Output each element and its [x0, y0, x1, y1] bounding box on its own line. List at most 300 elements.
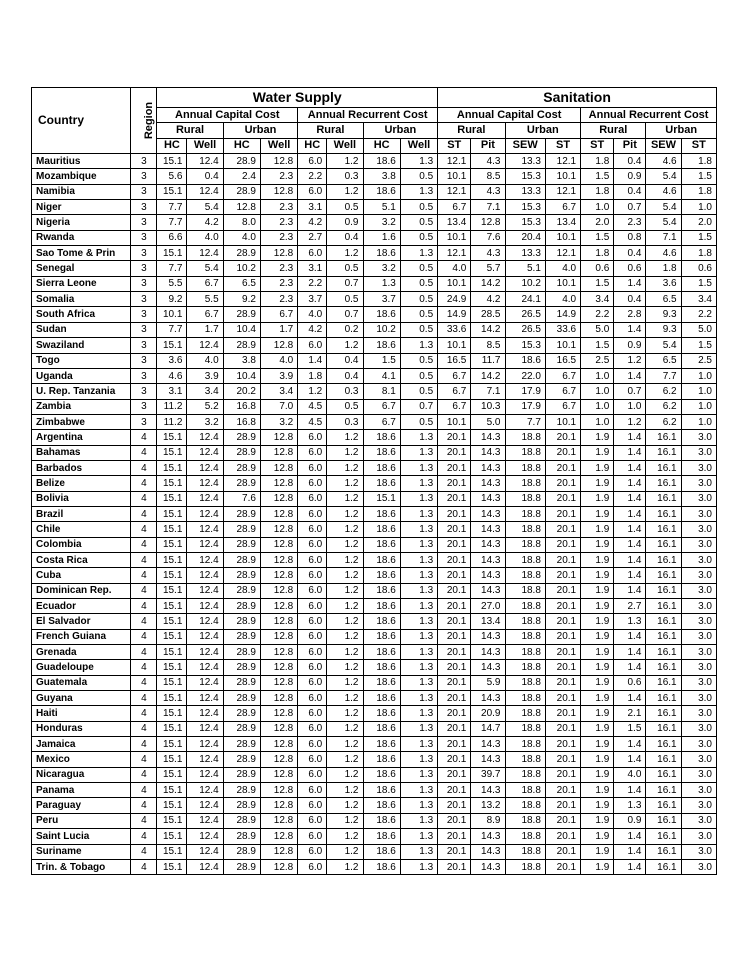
value-cell: 6.0: [298, 506, 327, 521]
value-cell: 20.1: [438, 675, 471, 690]
value-cell: 3.0: [681, 783, 716, 798]
region-cell: 3: [131, 338, 157, 353]
value-cell: 12.4: [187, 859, 223, 874]
value-cell: 0.5: [327, 261, 363, 276]
value-cell: 1.0: [681, 368, 716, 383]
value-cell: 12.8: [260, 783, 297, 798]
region-cell: 4: [131, 737, 157, 752]
value-cell: 15.1: [157, 767, 187, 782]
value-cell: 13.4: [471, 614, 505, 629]
value-cell: 18.6: [363, 645, 400, 660]
table-row: [32, 522, 717, 537]
value-cell: 33.6: [545, 322, 580, 337]
value-cell: 15.1: [157, 813, 187, 828]
value-cell: 5.5: [157, 276, 187, 291]
value-cell: 10.1: [438, 276, 471, 291]
value-cell: 12.8: [260, 522, 297, 537]
value-cell: 3.0: [681, 445, 716, 460]
country-cell: Nigeria: [32, 215, 131, 230]
value-cell: 20.1: [545, 645, 580, 660]
value-cell: 18.6: [363, 476, 400, 491]
value-cell: 2.7: [614, 599, 646, 614]
value-cell: 1.3: [400, 721, 437, 736]
value-cell: 4.5: [298, 399, 327, 414]
value-cell: 9.3: [646, 322, 681, 337]
value-cell: 18.6: [363, 614, 400, 629]
value-cell: 15.1: [157, 859, 187, 874]
value-cell: 3.9: [187, 368, 223, 383]
country-cell: Ecuador: [32, 599, 131, 614]
value-cell: 15.1: [157, 614, 187, 629]
value-cell: 15.1: [157, 246, 187, 261]
value-cell: 0.6: [681, 261, 716, 276]
table-row: [32, 414, 717, 429]
value-cell: 20.1: [545, 583, 580, 598]
value-cell: 4.6: [157, 368, 187, 383]
value-cell: 0.5: [327, 399, 363, 414]
country-cell: U. Rep. Tanzania: [32, 384, 131, 399]
cost-table: [31, 87, 717, 875]
table-row: [32, 506, 717, 521]
value-cell: 0.3: [327, 169, 363, 184]
country-cell: Dominican Rep.: [32, 583, 131, 598]
value-cell: 5.5: [187, 292, 223, 307]
value-cell: 6.0: [298, 737, 327, 752]
value-cell: 1.3: [400, 522, 437, 537]
value-cell: 15.1: [157, 629, 187, 644]
value-cell: 7.7: [157, 200, 187, 215]
value-cell: 20.1: [545, 783, 580, 798]
value-cell: 16.1: [646, 568, 681, 583]
value-cell: 14.7: [471, 721, 505, 736]
column-header: Pit: [614, 138, 646, 153]
value-cell: 1.3: [614, 614, 646, 629]
value-cell: 6.0: [298, 184, 327, 199]
value-cell: 1.4: [614, 537, 646, 552]
value-cell: 15.1: [157, 829, 187, 844]
value-cell: 9.2: [223, 292, 260, 307]
value-cell: 10.3: [471, 399, 505, 414]
value-cell: 5.1: [363, 200, 400, 215]
table-row: [32, 460, 717, 475]
value-cell: 20.1: [545, 706, 580, 721]
country-cell: Mexico: [32, 752, 131, 767]
value-cell: 4.3: [471, 154, 505, 169]
table-row: [32, 629, 717, 644]
region-cell: 4: [131, 568, 157, 583]
table-row: [32, 859, 717, 874]
value-cell: 12.8: [260, 506, 297, 521]
value-cell: 18.6: [363, 522, 400, 537]
value-cell: 1.3: [400, 691, 437, 706]
value-cell: 18.8: [505, 737, 545, 752]
value-cell: 18.6: [363, 767, 400, 782]
table-row: [32, 338, 717, 353]
value-cell: 28.9: [223, 829, 260, 844]
value-cell: 15.1: [157, 783, 187, 798]
value-cell: 10.1: [545, 414, 580, 429]
value-cell: 18.6: [363, 460, 400, 475]
value-cell: 6.0: [298, 767, 327, 782]
value-cell: 1.2: [327, 691, 363, 706]
value-cell: 12.4: [187, 752, 223, 767]
value-cell: 2.2: [681, 307, 716, 322]
value-cell: 20.1: [438, 568, 471, 583]
value-cell: 28.9: [223, 614, 260, 629]
region-cell: 4: [131, 752, 157, 767]
value-cell: 1.2: [614, 414, 646, 429]
value-cell: 18.8: [505, 706, 545, 721]
region-cell: 4: [131, 767, 157, 782]
country-cell: Uganda: [32, 368, 131, 383]
value-cell: 1.4: [614, 737, 646, 752]
country-cell: Brazil: [32, 506, 131, 521]
value-cell: 28.9: [223, 691, 260, 706]
value-cell: 20.1: [438, 706, 471, 721]
value-cell: 12.4: [187, 721, 223, 736]
value-cell: 16.1: [646, 783, 681, 798]
value-cell: 1.3: [400, 859, 437, 874]
country-cell: Sierra Leone: [32, 276, 131, 291]
value-cell: 20.1: [545, 721, 580, 736]
san-recurrent-cost-header: Annual Recurrent Cost: [581, 108, 717, 123]
region-cell: 4: [131, 506, 157, 521]
value-cell: 10.1: [438, 338, 471, 353]
value-cell: 3.0: [681, 706, 716, 721]
country-cell: Nicaragua: [32, 767, 131, 782]
value-cell: 1.3: [400, 614, 437, 629]
value-cell: 20.9: [471, 706, 505, 721]
value-cell: 12.8: [260, 859, 297, 874]
table-row: [32, 261, 717, 276]
value-cell: 28.9: [223, 338, 260, 353]
value-cell: 1.3: [400, 552, 437, 567]
value-cell: 12.8: [260, 844, 297, 859]
value-cell: 2.3: [260, 215, 297, 230]
value-cell: 18.8: [505, 859, 545, 874]
value-cell: 3.0: [681, 506, 716, 521]
value-cell: 6.0: [298, 460, 327, 475]
value-cell: 18.6: [363, 813, 400, 828]
value-cell: 0.5: [400, 215, 437, 230]
value-cell: 6.2: [646, 414, 681, 429]
value-cell: 14.2: [471, 368, 505, 383]
value-cell: 26.5: [505, 322, 545, 337]
value-cell: 12.1: [438, 246, 471, 261]
value-cell: 15.1: [157, 522, 187, 537]
region-cell: 3: [131, 261, 157, 276]
region-cell: 4: [131, 614, 157, 629]
value-cell: 14.3: [471, 522, 505, 537]
table-row: [32, 491, 717, 506]
value-cell: 1.9: [581, 767, 614, 782]
value-cell: 10.1: [545, 338, 580, 353]
value-cell: 6.0: [298, 568, 327, 583]
value-cell: 1.3: [400, 752, 437, 767]
value-cell: 1.2: [327, 430, 363, 445]
value-cell: 1.3: [400, 599, 437, 614]
value-cell: 12.4: [187, 614, 223, 629]
table-row: [32, 537, 717, 552]
value-cell: 5.4: [187, 200, 223, 215]
value-cell: 1.2: [327, 645, 363, 660]
value-cell: 6.0: [298, 721, 327, 736]
value-cell: 14.3: [471, 752, 505, 767]
value-cell: 3.7: [363, 292, 400, 307]
value-cell: 16.8: [223, 414, 260, 429]
country-header: Country: [32, 88, 131, 154]
value-cell: 6.0: [298, 476, 327, 491]
value-cell: 8.0: [223, 215, 260, 230]
value-cell: 1.9: [581, 737, 614, 752]
column-header: Well: [400, 138, 437, 153]
value-cell: 1.9: [581, 506, 614, 521]
value-cell: 3.8: [223, 353, 260, 368]
value-cell: 39.7: [471, 767, 505, 782]
value-cell: 18.6: [363, 246, 400, 261]
value-cell: 1.2: [327, 783, 363, 798]
value-cell: 6.0: [298, 675, 327, 690]
value-cell: 28.9: [223, 568, 260, 583]
value-cell: 2.0: [581, 215, 614, 230]
value-cell: 6.0: [298, 859, 327, 874]
table-row: [32, 200, 717, 215]
value-cell: 28.9: [223, 522, 260, 537]
value-cell: 18.8: [505, 491, 545, 506]
value-cell: 28.9: [223, 476, 260, 491]
value-cell: 15.1: [157, 476, 187, 491]
value-cell: 16.1: [646, 798, 681, 813]
value-cell: 18.8: [505, 675, 545, 690]
value-cell: 3.2: [260, 414, 297, 429]
value-cell: 14.2: [471, 322, 505, 337]
value-cell: 28.9: [223, 783, 260, 798]
value-cell: 1.2: [327, 460, 363, 475]
value-cell: 18.8: [505, 506, 545, 521]
value-cell: 1.9: [581, 660, 614, 675]
value-cell: 0.5: [400, 307, 437, 322]
value-cell: 7.6: [223, 491, 260, 506]
value-cell: 16.1: [646, 675, 681, 690]
value-cell: 6.0: [298, 430, 327, 445]
value-cell: 1.9: [581, 691, 614, 706]
value-cell: 20.1: [545, 491, 580, 506]
value-cell: 5.9: [471, 675, 505, 690]
value-cell: 6.7: [438, 368, 471, 383]
value-cell: 8.1: [363, 384, 400, 399]
value-cell: 1.2: [327, 599, 363, 614]
country-cell: Jamaica: [32, 737, 131, 752]
value-cell: 11.2: [157, 414, 187, 429]
value-cell: 16.1: [646, 767, 681, 782]
value-cell: 1.9: [581, 752, 614, 767]
value-cell: 1.4: [614, 568, 646, 583]
value-cell: 1.5: [681, 276, 716, 291]
value-cell: 1.2: [327, 246, 363, 261]
value-cell: 0.4: [327, 353, 363, 368]
value-cell: 10.2: [363, 322, 400, 337]
value-cell: 4.3: [471, 246, 505, 261]
value-cell: 6.2: [646, 399, 681, 414]
value-cell: 15.1: [157, 430, 187, 445]
country-cell: Somalia: [32, 292, 131, 307]
value-cell: 3.0: [681, 675, 716, 690]
value-cell: 18.6: [363, 568, 400, 583]
value-cell: 3.0: [681, 660, 716, 675]
value-cell: 11.7: [471, 353, 505, 368]
value-cell: 12.1: [545, 154, 580, 169]
table-row: [32, 215, 717, 230]
value-cell: 1.5: [681, 338, 716, 353]
region-cell: 4: [131, 522, 157, 537]
value-cell: 2.7: [298, 230, 327, 245]
value-cell: 6.0: [298, 583, 327, 598]
value-cell: 7.6: [471, 230, 505, 245]
value-cell: 20.1: [545, 859, 580, 874]
value-cell: 18.6: [363, 798, 400, 813]
value-cell: 5.7: [471, 261, 505, 276]
value-cell: 6.0: [298, 599, 327, 614]
value-cell: 20.1: [438, 445, 471, 460]
region-cell: 4: [131, 430, 157, 445]
value-cell: 20.1: [438, 583, 471, 598]
value-cell: 14.3: [471, 552, 505, 567]
value-cell: 12.4: [187, 675, 223, 690]
value-cell: 28.9: [223, 307, 260, 322]
value-cell: 7.7: [505, 414, 545, 429]
value-cell: 18.6: [363, 660, 400, 675]
value-cell: 2.3: [260, 230, 297, 245]
value-cell: 14.3: [471, 506, 505, 521]
value-cell: 14.3: [471, 829, 505, 844]
country-cell: Paraguay: [32, 798, 131, 813]
value-cell: 1.9: [581, 583, 614, 598]
value-cell: 5.0: [581, 322, 614, 337]
value-cell: 1.2: [327, 844, 363, 859]
table-row: [32, 230, 717, 245]
value-cell: 12.8: [260, 691, 297, 706]
value-cell: 6.0: [298, 752, 327, 767]
value-cell: 18.6: [363, 338, 400, 353]
value-cell: 18.6: [363, 721, 400, 736]
value-cell: 20.1: [438, 798, 471, 813]
value-cell: 20.1: [545, 599, 580, 614]
value-cell: 5.6: [157, 169, 187, 184]
value-cell: 15.1: [157, 552, 187, 567]
value-cell: 6.0: [298, 706, 327, 721]
value-cell: 4.0: [187, 353, 223, 368]
country-cell: Belize: [32, 476, 131, 491]
value-cell: 1.2: [327, 813, 363, 828]
value-cell: 0.5: [400, 292, 437, 307]
value-cell: 28.9: [223, 706, 260, 721]
value-cell: 20.1: [545, 737, 580, 752]
value-cell: 2.3: [260, 261, 297, 276]
value-cell: 24.1: [505, 292, 545, 307]
value-cell: 14.3: [471, 445, 505, 460]
value-cell: 1.2: [327, 614, 363, 629]
value-cell: 1.4: [614, 783, 646, 798]
table-row: [32, 798, 717, 813]
region-header-label: Region: [143, 101, 156, 140]
value-cell: 1.2: [327, 660, 363, 675]
value-cell: 12.4: [187, 491, 223, 506]
value-cell: 6.0: [298, 798, 327, 813]
value-cell: 0.9: [614, 813, 646, 828]
value-cell: 12.4: [187, 476, 223, 491]
value-cell: 15.1: [157, 752, 187, 767]
value-cell: 12.4: [187, 599, 223, 614]
value-cell: 18.6: [363, 706, 400, 721]
value-cell: 15.1: [157, 675, 187, 690]
value-cell: 20.1: [545, 675, 580, 690]
value-cell: 20.1: [545, 506, 580, 521]
value-cell: 1.2: [327, 184, 363, 199]
value-cell: 12.4: [187, 445, 223, 460]
value-cell: 1.4: [614, 491, 646, 506]
value-cell: 1.4: [614, 844, 646, 859]
ws-cap-urban-header: Urban: [223, 123, 298, 138]
value-cell: 12.8: [260, 430, 297, 445]
region-cell: 3: [131, 246, 157, 261]
value-cell: 13.3: [505, 154, 545, 169]
value-cell: 6.0: [298, 691, 327, 706]
country-cell: Colombia: [32, 537, 131, 552]
value-cell: 12.4: [187, 691, 223, 706]
value-cell: 16.1: [646, 506, 681, 521]
value-cell: 1.4: [614, 368, 646, 383]
value-cell: 1.5: [581, 276, 614, 291]
value-cell: 1.5: [681, 169, 716, 184]
value-cell: 1.4: [614, 691, 646, 706]
column-header: HC: [223, 138, 260, 153]
value-cell: 1.3: [400, 537, 437, 552]
value-cell: 12.8: [260, 752, 297, 767]
value-cell: 0.6: [614, 261, 646, 276]
value-cell: 6.7: [438, 399, 471, 414]
value-cell: 15.1: [157, 506, 187, 521]
value-cell: 1.9: [581, 460, 614, 475]
value-cell: 18.6: [363, 445, 400, 460]
country-cell: Zambia: [32, 399, 131, 414]
table-row: [32, 568, 717, 583]
value-cell: 1.0: [681, 384, 716, 399]
value-cell: 20.1: [545, 552, 580, 567]
value-cell: 18.6: [363, 752, 400, 767]
value-cell: 28.9: [223, 629, 260, 644]
value-cell: 2.3: [614, 215, 646, 230]
value-cell: 6.6: [157, 230, 187, 245]
value-cell: 1.3: [400, 491, 437, 506]
value-cell: 4.6: [646, 246, 681, 261]
region-cell: 3: [131, 154, 157, 169]
value-cell: 28.9: [223, 184, 260, 199]
value-cell: 1.4: [614, 460, 646, 475]
table-row: [32, 691, 717, 706]
value-cell: 10.1: [438, 230, 471, 245]
ws-recurrent-cost-header: Annual Recurrent Cost: [298, 108, 438, 123]
table-row: [32, 184, 717, 199]
value-cell: 0.7: [400, 399, 437, 414]
table-body: [32, 154, 717, 875]
value-cell: 1.2: [327, 675, 363, 690]
value-cell: 28.9: [223, 645, 260, 660]
value-cell: 1.8: [681, 154, 716, 169]
region-cell: 4: [131, 844, 157, 859]
table-row: [32, 645, 717, 660]
value-cell: 3.9: [260, 368, 297, 383]
value-cell: 2.3: [260, 169, 297, 184]
